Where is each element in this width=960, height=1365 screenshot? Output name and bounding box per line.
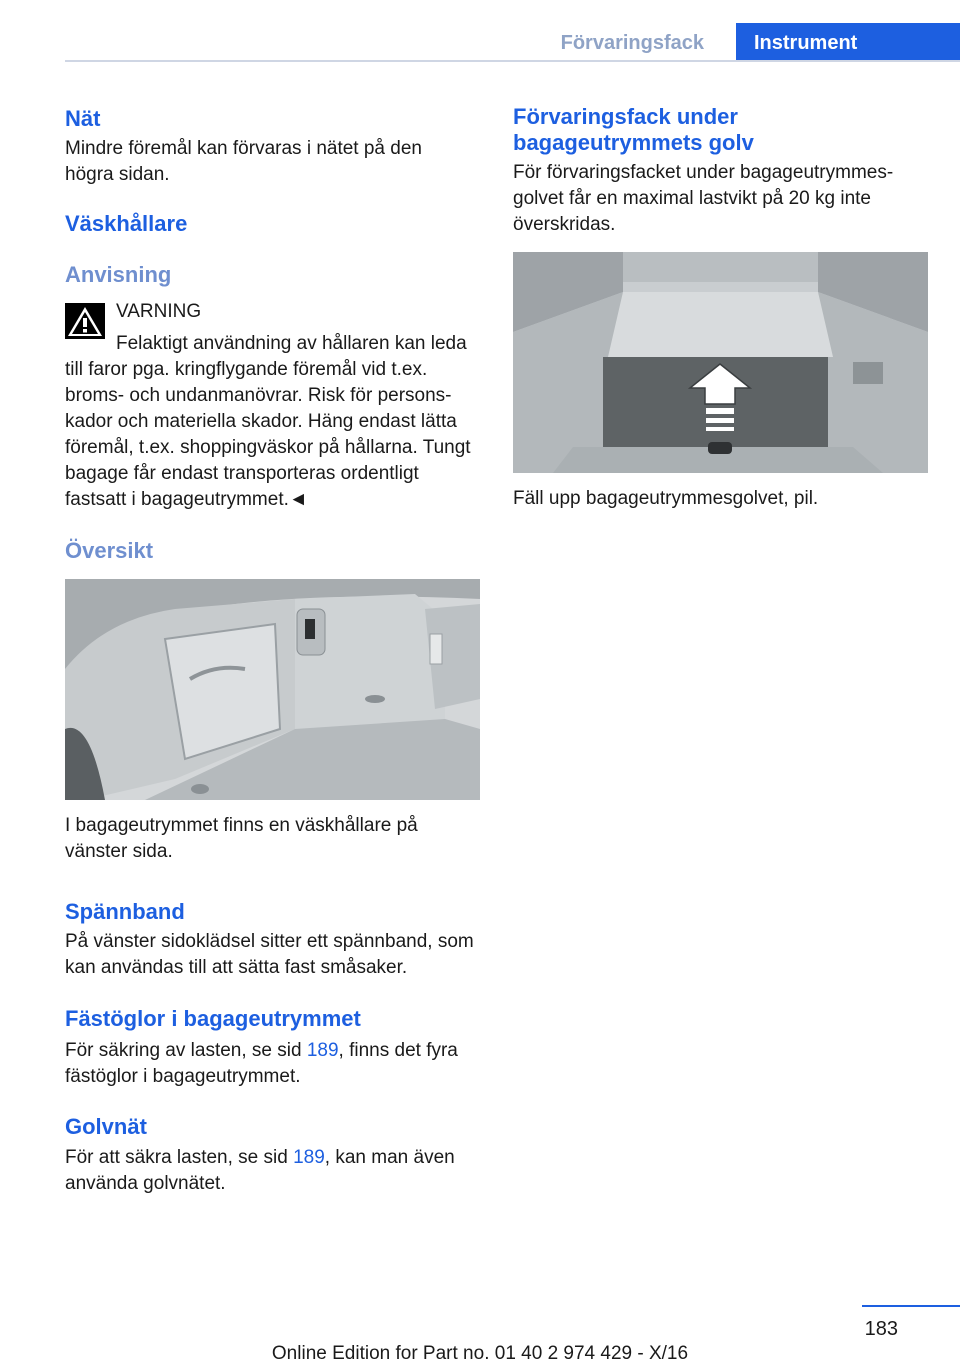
heading-nat: Nät [65,106,101,131]
page-header [0,23,960,61]
caption-forvaringsfack: Fäll upp bagageutrymmesgolvet, pil. [513,488,819,509]
text-golvnat [65,1145,481,1197]
heading-forvaringsfack: Förvaringsfack under bagageutrymmets golv [513,104,754,155]
warning-text: Felaktigt användning av hållaren kan leda till faror pga. kringflygande föremål vid t.ex. broms- och undanmanövrar. Risk för personskador och materiella skador. Häng endast lätta föremål, t.ex. shoppingväskor på hållarna. Tungt bagage får endast transporteras ordentligt fastsatt i bagageutrymmet.◄ [65,333,471,510]
footer-rule [862,1305,960,1307]
page-number: 183 [864,1318,898,1340]
text-fastoglor-post: , finns det fyra fästöglor i bagageutrymmet. [65,1040,458,1087]
text-nat: Mindre föremål kan förvaras i nätet på den högra sidan. [65,138,422,185]
page-link-189-golvnat[interactable]: 189 [293,1147,325,1168]
text-fastoglor [65,1038,481,1090]
trunk-overview-photo [65,579,480,800]
text-fastoglor-pre: För säkring av lasten, se sid [65,1040,307,1061]
heading-spannband: Spännband [65,899,185,924]
heading-golvnat: Golvnät [65,1114,147,1139]
text-golvnat-post: , kan man även använda golvnätet. [65,1147,455,1194]
text-forvaringsfack: För förvaringsfacket under bagageutrymmesgolvet får en maximal lastvikt på 20 kg inte överskridas. [513,162,894,235]
warning-label: VARNING [116,301,202,322]
trunk-floor-photo [513,252,928,473]
caption-oversikt: I bagageutrymmet finns en väskhållare på vänster sida. [65,815,418,862]
header-chapter-tab[interactable]: Instrument [736,23,960,61]
text-spannband: På vänster sidoklädsel sitter ett spännband, som kan användas till att sätta fast småsaker. [65,931,474,978]
edition-text: Online Edition for Part no. 01 40 2 974 429 - X/16 [271,1343,689,1364]
text-golvnat-pre: För att säkra lasten, se sid [65,1147,294,1168]
heading-vaskhallare: Väskhållare [65,211,188,236]
header-rule [65,60,960,62]
heading-fastoglor: Fästöglor i bagageutrymmet [65,1006,361,1031]
page-link-189-fastoglor[interactable]: 189 [306,1040,339,1061]
heading-oversikt: Översikt [65,538,154,563]
heading-anvisning: Anvisning [65,262,172,287]
header-section-tab[interactable]: Förvaringsfack [560,32,704,54]
